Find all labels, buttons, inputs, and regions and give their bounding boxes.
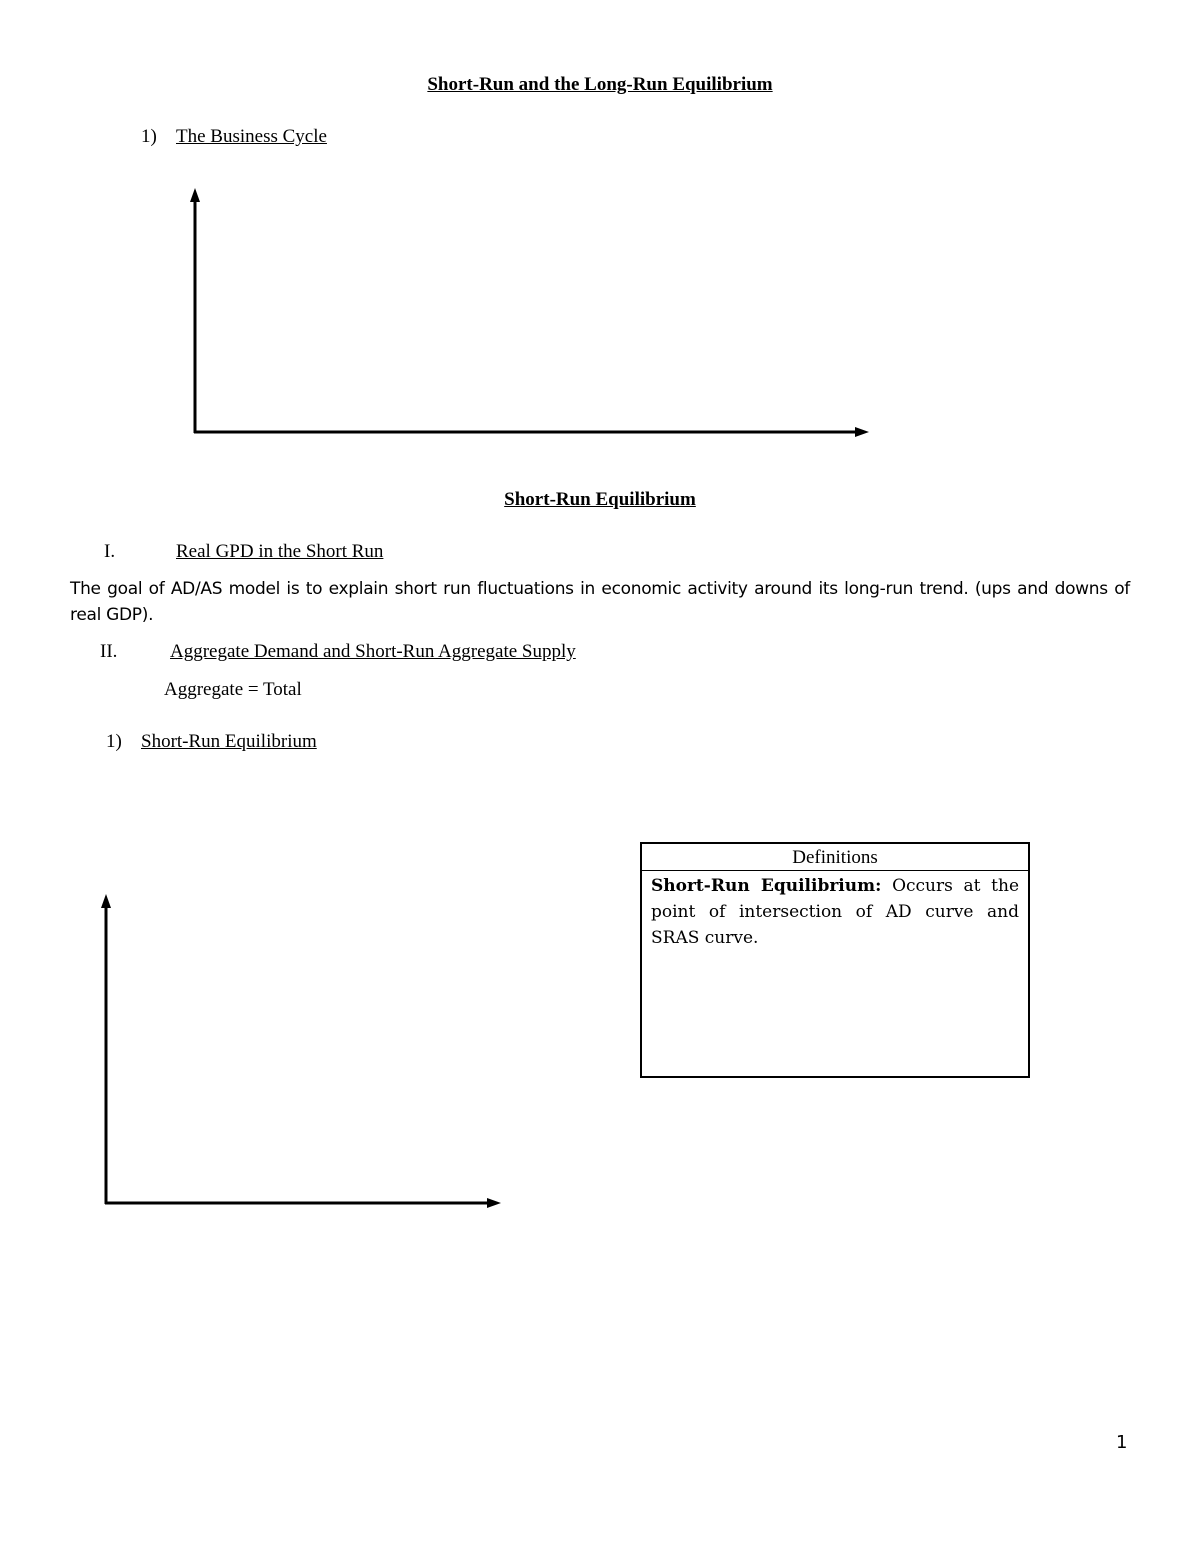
section-number: 1) (141, 126, 157, 147)
aggregate-note: Aggregate = Total (164, 679, 302, 700)
short-run-equilibrium-graph-axes (101, 894, 501, 1208)
definitions-box (640, 842, 1030, 1078)
definition-entry (642, 871, 1028, 953)
heading-real-gdp: Real GPD in the Short Run (176, 541, 384, 562)
section-number: 1) (106, 731, 122, 752)
x-axis-arrow (487, 1198, 501, 1208)
x-axis-arrow (855, 427, 869, 437)
section-heading-business-cycle: The Business Cycle (176, 126, 327, 147)
heading-ad-sras: Aggregate Demand and Short-Run Aggregate Supply (170, 641, 576, 662)
document-title: Short-Run and the Long-Run Equilibrium (427, 74, 773, 95)
y-axis-arrow (101, 894, 111, 908)
definitions-header: Definitions (642, 844, 1028, 871)
definition-text: Occurs at the point of intersection of AD curve and SRAS curve. (651, 876, 1020, 948)
roman-numeral: II. (100, 641, 118, 662)
heading-short-run-equilibrium: Short-Run Equilibrium (504, 489, 696, 510)
page-number: 1 (1116, 1432, 1128, 1453)
section-heading-short-run-equilibrium: Short-Run Equilibrium (141, 731, 317, 752)
body-paragraph: The goal of AD/AS model is to explain short run fluctuations in economic activity around its long-run trend. (ups and downs of real GDP). (70, 579, 1130, 625)
definition-term: Short-Run Equilibrium: (651, 876, 882, 896)
y-axis-arrow (190, 188, 200, 202)
business-cycle-graph-axes (190, 188, 869, 437)
roman-numeral: I. (104, 541, 116, 562)
